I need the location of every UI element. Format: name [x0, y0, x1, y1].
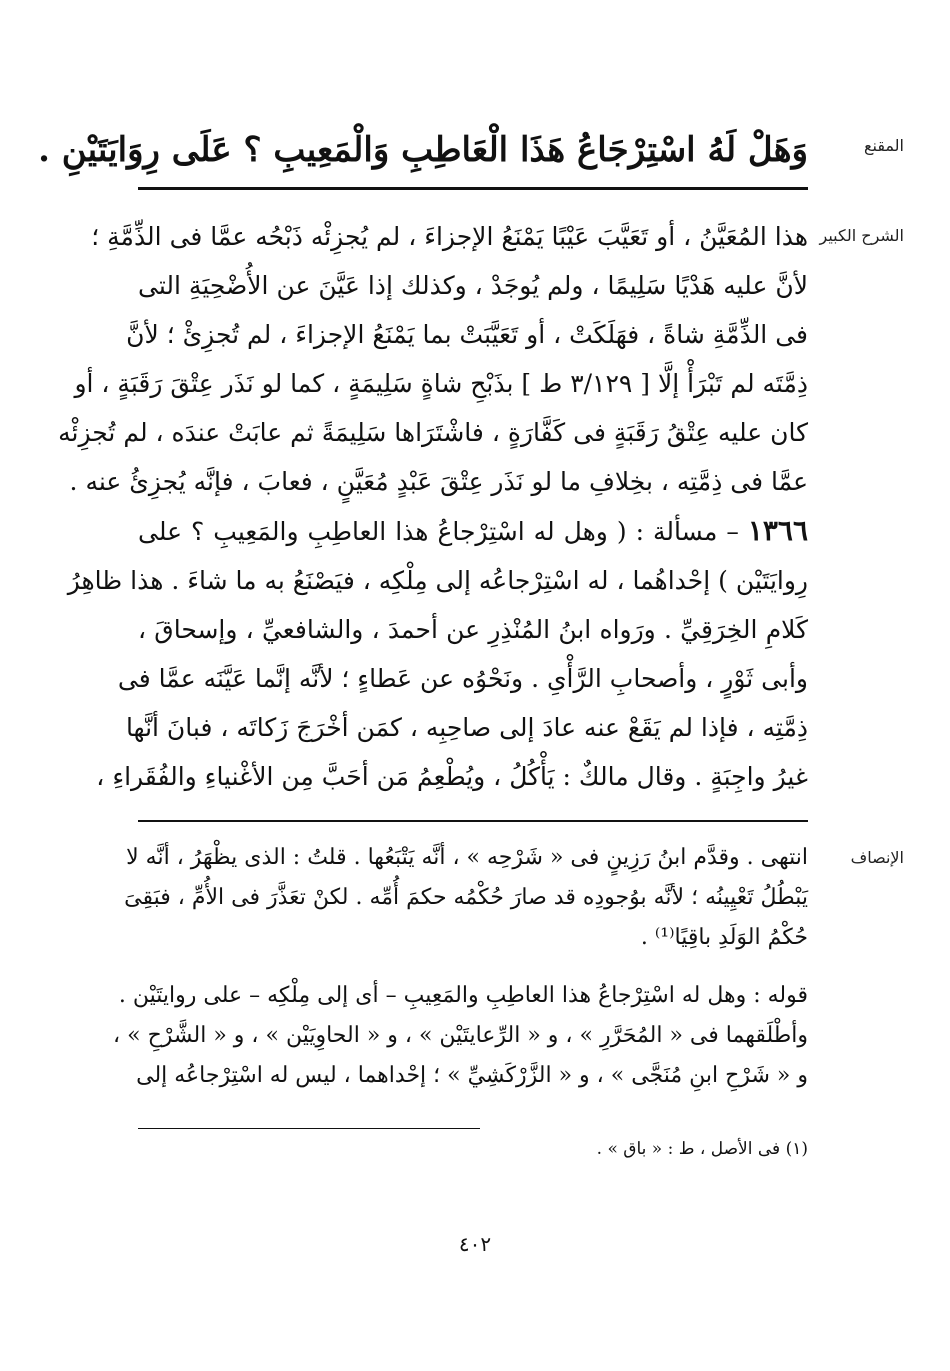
masala-number: ١٣٦٦ [747, 514, 808, 547]
sharh-line: لأنَّ عليه هَدْيًا سَلِيمًا ، ولم يُوجَدْ ، وكذلك إذا عَيَّنَ عن الأُضْحِيَةِ التى [138, 271, 808, 300]
sharh-line: ذِمَّتَه لم تَبْرَأْ إلَّا [ ٣/١٢٩ ط ] بذَبْحِ شاةٍ سَلِيمَةٍ ، كما لو نَذَر عِتْقَ رَقَبَةٍ ، أو [74, 369, 808, 398]
muqni-label: المقنع [863, 136, 904, 155]
insaf-line: انتهى . وقدَّم ابنُ رَزِينٍ فى « شَرْحِه » ، أنَّه يَتْبَعُها . قلتُ : الذى يظْهَرُ ، أنَّه لا [126, 845, 808, 870]
muqni-text [38, 120, 808, 180]
sharh-divider [138, 820, 808, 822]
sharh-text [58, 212, 808, 801]
footnote: (١) فى الأصل ، ط : « باق » . [596, 1139, 808, 1159]
masala-line: وأبى ثَوْرٍ ، وأصحابِ الرَّأْىِ . ونَحْوُه عن عَطاءٍ ؛ لأنَّه إنَّما عَيَّنَه عمَّا فى [117, 664, 808, 693]
insaf-line: وأطْلَقهما فى « المُحَرَّرِ » ، و « الرِّعايتَيْن » ، و « الحاوِيَيْن » ، و « الشَّرْحِ » ، [113, 1023, 808, 1048]
masala-line: كَلامِ الخِرَقِيِّ . ورَواه ابنُ المُنْذِرِ عن أحمدَ ، والشافعيِّ ، وإسحاقَ ، [138, 615, 808, 644]
insaf-line: حُكْمُ الوَلَدِ باقِيًا⁽¹⁾ . [640, 925, 808, 950]
footnote-divider [138, 1128, 480, 1129]
insaf-label: الإنصاف [850, 848, 904, 867]
insaf-text [113, 838, 808, 1096]
masala-line: غيرُ واجِبَةٍ . وقال مالكٌ : يَأْكُلُ ، ويُطْعِمُ مَن أحَبَّ مِن الأغْنياءِ والفُقَراءِ ، [96, 762, 808, 791]
masala-heading-line [138, 506, 808, 556]
masala-line: رِوايَتَيْن ) إحْداهُما ، له اسْتِرْجاعُه إلى مِلْكِه ، فيَصْنَعُ به ما شاءَ . هذا ظاهِرُ [67, 566, 808, 595]
masala-heading-text: – مسألة : ( وهل له اسْتِرْجاعُ هذا العاطِبِ والمَعِيبِ ؟ على [138, 517, 739, 546]
sharh-line: كان عليه عِتْقُ رَقَبَةٍ فى كَفَّارَةٍ ، فاشْتَرَاها سَلِيمَةً ثم عابَتْ عندَه ، لم تُجزِئْه [58, 418, 808, 447]
masala-line: ذِمَّتِه ، فإذا لم يَقَعْ عنه عادَ إلى صاحِبِه ، كمَن أخْرَجَ زَكاتَه ، فبانَ أنَّها [125, 713, 808, 742]
sharh-line: عمَّا فى ذِمَّتِه ، بخِلافِ ما لو نَذَر عِتْقَ عَبْدٍ مُعَيَّنٍ ، فعابَ ، فإنَّه يُجزِئُ عنه . [69, 467, 808, 496]
insaf-line: يَبْطُلُ تَعْيِينُه ؛ لأنَّه بوُجودِه قد صارَ حُكْمُه حكمَ أُمِّه . لكنْ تعَذَّرَ فى الأُمِّ ، فبَقِىَ [124, 885, 808, 910]
muqni-divider [138, 187, 808, 190]
insaf-line: قوله : وهل له اسْتِرْجاعُ هذا العاطِبِ والمَعِيبِ – أى إلى مِلْكِه – على روايتَيْن . [118, 983, 808, 1008]
muqni-line: وَهَلْ لَهُ اسْتِرْجَاعُ هَذَا الْعَاطِبِ وَالْمَعِيبِ ؟ عَلَى رِوَايَتَيْنِ . [38, 130, 808, 170]
sharh-line: هذا المُعَيَّنُ ، أو تَعَيَّبَ عَيْبًا يَمْنَعُ الإجزاءَ ، لم يُجزِئْه ذَبْحُه عمَّا فى الذِّمَّةِ ؛ [91, 222, 808, 251]
page-number: ٤٠٢ [458, 1232, 492, 1256]
insaf-line: و « شَرْحِ ابنِ مُنَجَّى » ، و « الزَّرْكَشِيِّ » ؛ إحْداهما ، ليس له اسْتِرْجاعُه إلى [136, 1063, 808, 1088]
sharh-line: فى الذِّمَّةِ شاةً ، فهَلَكَتْ ، أو تَعَيَّبَتْ بما يَمْنَعُ الإجزاءَ ، لم تُجزِئْ ؛ لأنَّ [126, 320, 808, 349]
sharh-label: الشرح الكبير [819, 226, 904, 245]
